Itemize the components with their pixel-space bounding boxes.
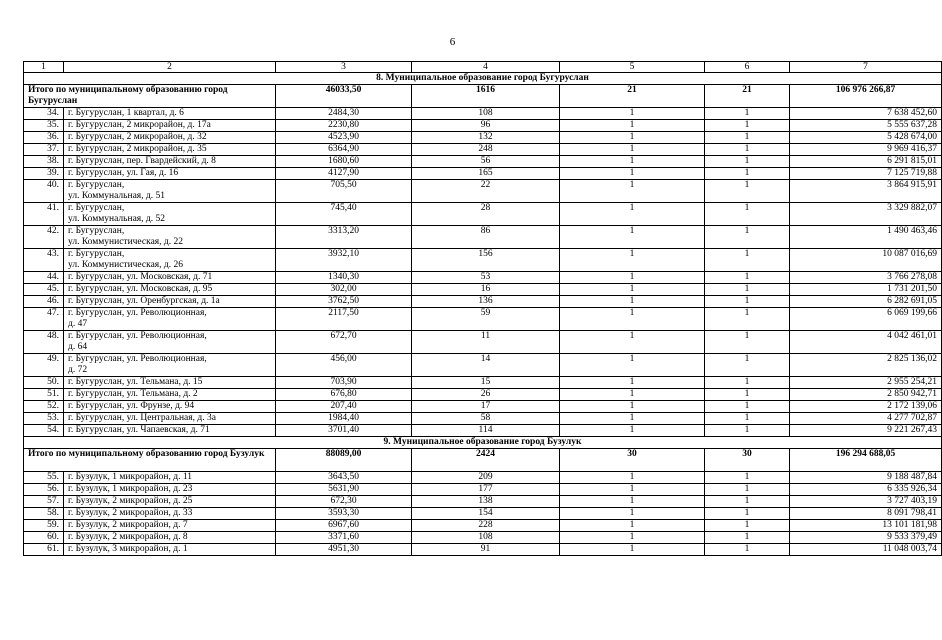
total-label: Итого по муниципальному образованию город Бузулук (24, 449, 276, 472)
row-area: 4951,30 (276, 544, 412, 556)
row-count-a: 1 (560, 132, 705, 144)
row-residents: 28 (412, 203, 560, 226)
row-area: 456,00 (276, 354, 412, 377)
row-count-b: 1 (705, 377, 790, 389)
row-cost: 3 766 278,08 (790, 272, 942, 284)
table-body (24, 62, 942, 556)
row-count-b: 1 (705, 108, 790, 120)
row-number: 37. (24, 144, 64, 156)
row-count-b: 1 (705, 203, 790, 226)
row-cost: 7 638 452,60 (790, 108, 942, 120)
row-number: 35. (24, 120, 64, 132)
table-row (24, 249, 942, 272)
row-number: 49. (24, 354, 64, 377)
column-number: 6 (705, 62, 790, 73)
row-count-b: 1 (705, 508, 790, 520)
row-residents: 136 (412, 296, 560, 308)
total-cost: 106 976 266,87 (790, 85, 942, 108)
row-residents: 114 (412, 425, 560, 437)
column-number-row (24, 62, 942, 73)
row-number: 46. (24, 296, 64, 308)
column-number: 4 (412, 62, 560, 73)
table-row (24, 308, 942, 331)
row-count-b: 1 (705, 168, 790, 180)
row-cost: 6 069 199,66 (790, 308, 942, 331)
row-address: г. Бугуруслан, ул. Революционная, д. 47 (64, 308, 276, 331)
total-row (24, 449, 942, 472)
row-cost: 4 042 461,01 (790, 331, 942, 354)
row-address: г. Бугуруслан, ул. Московская, д. 95 (64, 284, 276, 296)
row-residents: 17 (412, 401, 560, 413)
row-area: 705,50 (276, 180, 412, 203)
table-row (24, 425, 942, 437)
row-number: 52. (24, 401, 64, 413)
row-count-a: 1 (560, 296, 705, 308)
row-count-a: 1 (560, 496, 705, 508)
row-number: 38. (24, 156, 64, 168)
row-count-b: 1 (705, 331, 790, 354)
row-address: г. Бугуруслан, 2 микрорайон, д. 17а (64, 120, 276, 132)
row-count-b: 1 (705, 532, 790, 544)
row-count-a: 1 (560, 272, 705, 284)
row-residents: 15 (412, 377, 560, 389)
row-cost: 9 969 416,37 (790, 144, 942, 156)
row-number: 54. (24, 425, 64, 437)
row-cost: 7 125 719,88 (790, 168, 942, 180)
row-number: 34. (24, 108, 64, 120)
total-residents: 2424 (412, 449, 560, 472)
column-number: 1 (24, 62, 64, 73)
row-count-a: 1 (560, 508, 705, 520)
table-row (24, 180, 942, 203)
row-area: 3762,50 (276, 296, 412, 308)
row-area: 3313,20 (276, 226, 412, 249)
row-number: 60. (24, 532, 64, 544)
page-number: 6 (449, 36, 456, 48)
row-address: г. Бузулук, 2 микрорайон, д. 33 (64, 508, 276, 520)
row-number: 40. (24, 180, 64, 203)
row-count-a: 1 (560, 413, 705, 425)
row-area: 2484,30 (276, 108, 412, 120)
row-count-a: 1 (560, 144, 705, 156)
row-address: г. Бугуруслан, ул. Коммунальная, д. 52 (64, 203, 276, 226)
row-residents: 177 (412, 484, 560, 496)
row-area: 302,00 (276, 284, 412, 296)
row-residents: 91 (412, 544, 560, 556)
row-area: 1984,40 (276, 413, 412, 425)
section-title: 9. Муниципальное образование город Бузулук (24, 437, 942, 449)
row-count-b: 1 (705, 308, 790, 331)
row-area: 3932,10 (276, 249, 412, 272)
row-count-a: 1 (560, 308, 705, 331)
table-row (24, 532, 942, 544)
row-cost: 6 282 691,05 (790, 296, 942, 308)
row-residents: 22 (412, 180, 560, 203)
row-count-a: 1 (560, 108, 705, 120)
row-address: г. Бугуруслан, ул. Тельмана, д. 15 (64, 377, 276, 389)
table-row (24, 226, 942, 249)
row-number: 44. (24, 272, 64, 284)
row-count-a: 1 (560, 354, 705, 377)
row-area: 3593,30 (276, 508, 412, 520)
total-cost: 196 294 688,05 (790, 449, 942, 472)
row-cost: 10 087 016,69 (790, 249, 942, 272)
table-row (24, 203, 942, 226)
row-cost: 6 291 815,01 (790, 156, 942, 168)
row-area: 4523,90 (276, 132, 412, 144)
row-count-a: 1 (560, 520, 705, 532)
row-cost: 13 101 181,98 (790, 520, 942, 532)
row-address: г. Бугуруслан, ул. Московская, д. 71 (64, 272, 276, 284)
row-area: 3701,40 (276, 425, 412, 437)
row-count-a: 1 (560, 203, 705, 226)
row-count-b: 1 (705, 484, 790, 496)
section-title: 8. Муниципальное образование город Бугуруслан (24, 73, 942, 85)
row-area: 3371,60 (276, 532, 412, 544)
row-number: 39. (24, 168, 64, 180)
row-number: 59. (24, 520, 64, 532)
row-count-b: 1 (705, 544, 790, 556)
row-cost: 11 048 003,74 (790, 544, 942, 556)
table-row (24, 120, 942, 132)
row-number: 57. (24, 496, 64, 508)
row-address: г. Бугуруслан, ул. Чапаевская, д. 71 (64, 425, 276, 437)
row-count-b: 1 (705, 425, 790, 437)
row-area: 6364,90 (276, 144, 412, 156)
row-address: г. Бузулук, 1 микрорайон, д. 11 (64, 472, 276, 484)
row-count-b: 1 (705, 120, 790, 132)
row-residents: 59 (412, 308, 560, 331)
table-row (24, 354, 942, 377)
total-count-b: 21 (705, 85, 790, 108)
row-number: 53. (24, 413, 64, 425)
row-area: 676,80 (276, 389, 412, 401)
row-count-b: 1 (705, 520, 790, 532)
row-address: г. Бузулук, 2 микрорайон, д. 8 (64, 532, 276, 544)
table-row (24, 132, 942, 144)
row-number: 51. (24, 389, 64, 401)
row-count-b: 1 (705, 472, 790, 484)
column-number: 7 (790, 62, 942, 73)
total-count-a: 30 (560, 449, 705, 472)
row-address: г. Бузулук, 2 микрорайон, д. 25 (64, 496, 276, 508)
row-residents: 58 (412, 413, 560, 425)
row-area: 3643,50 (276, 472, 412, 484)
row-number: 61. (24, 544, 64, 556)
row-count-a: 1 (560, 532, 705, 544)
section-header-row (24, 73, 942, 85)
row-number: 42. (24, 226, 64, 249)
row-count-a: 1 (560, 168, 705, 180)
row-address: г. Бузулук, 3 микрорайон, д. 1 (64, 544, 276, 556)
row-count-a: 1 (560, 389, 705, 401)
row-area: 745,40 (276, 203, 412, 226)
row-count-b: 1 (705, 296, 790, 308)
row-residents: 156 (412, 249, 560, 272)
total-area: 88089,00 (276, 449, 412, 472)
section-header-row (24, 437, 942, 449)
row-count-a: 1 (560, 180, 705, 203)
row-residents: 248 (412, 144, 560, 156)
column-number: 3 (276, 62, 412, 73)
total-label: Итого по муниципальному образованию город Бугуруслан (24, 85, 276, 108)
row-area: 672,30 (276, 496, 412, 508)
row-count-a: 1 (560, 249, 705, 272)
row-number: 50. (24, 377, 64, 389)
row-count-a: 1 (560, 472, 705, 484)
row-area: 6967,60 (276, 520, 412, 532)
row-cost: 3 864 915,91 (790, 180, 942, 203)
row-residents: 108 (412, 532, 560, 544)
table-row (24, 484, 942, 496)
row-count-b: 1 (705, 413, 790, 425)
row-residents: 53 (412, 272, 560, 284)
row-cost: 1 490 463,46 (790, 226, 942, 249)
row-count-a: 1 (560, 284, 705, 296)
row-address: г. Бугуруслан, ул. Революционная, д. 64 (64, 331, 276, 354)
row-cost: 3 329 882,07 (790, 203, 942, 226)
row-count-a: 1 (560, 120, 705, 132)
row-residents: 228 (412, 520, 560, 532)
row-count-a: 1 (560, 377, 705, 389)
row-number: 55. (24, 472, 64, 484)
table-row (24, 377, 942, 389)
table-row (24, 144, 942, 156)
row-address: г. Бугуруслан, ул. Коммунистическая, д. 26 (64, 249, 276, 272)
row-address: г. Бугуруслан, 2 микрорайон, д. 35 (64, 144, 276, 156)
row-area: 1680,60 (276, 156, 412, 168)
row-address: г. Бугуруслан, 1 квартал, д. 6 (64, 108, 276, 120)
column-number: 5 (560, 62, 705, 73)
row-residents: 165 (412, 168, 560, 180)
row-count-a: 1 (560, 401, 705, 413)
row-residents: 16 (412, 284, 560, 296)
table-row (24, 168, 942, 180)
row-cost: 2 825 136,02 (790, 354, 942, 377)
row-number: 41. (24, 203, 64, 226)
row-count-a: 1 (560, 484, 705, 496)
table-row (24, 472, 942, 484)
row-count-b: 1 (705, 249, 790, 272)
total-area: 46033,50 (276, 85, 412, 108)
row-cost: 1 731 201,50 (790, 284, 942, 296)
row-cost: 5 555 637,28 (790, 120, 942, 132)
row-address: г. Бузулук, 2 микрорайон, д. 7 (64, 520, 276, 532)
row-count-b: 1 (705, 496, 790, 508)
row-count-b: 1 (705, 284, 790, 296)
total-row (24, 85, 942, 108)
row-area: 2117,50 (276, 308, 412, 331)
row-area: 2230,80 (276, 120, 412, 132)
row-count-b: 1 (705, 144, 790, 156)
row-residents: 86 (412, 226, 560, 249)
row-residents: 56 (412, 156, 560, 168)
row-cost: 2 850 942,71 (790, 389, 942, 401)
row-number: 56. (24, 484, 64, 496)
row-address: г. Бугуруслан, ул. Фрунзе, д. 94 (64, 401, 276, 413)
row-area: 4127,90 (276, 168, 412, 180)
row-address: г. Бузулук, 1 микрорайон, д. 23 (64, 484, 276, 496)
row-residents: 11 (412, 331, 560, 354)
row-residents: 209 (412, 472, 560, 484)
table-row (24, 496, 942, 508)
row-count-b: 1 (705, 401, 790, 413)
row-cost: 3 727 403,19 (790, 496, 942, 508)
table-row (24, 520, 942, 532)
row-area: 1340,30 (276, 272, 412, 284)
row-number: 43. (24, 249, 64, 272)
row-count-b: 1 (705, 272, 790, 284)
table-row (24, 108, 942, 120)
total-count-b: 30 (705, 449, 790, 472)
row-residents: 108 (412, 108, 560, 120)
row-cost: 9 188 487,84 (790, 472, 942, 484)
table-row (24, 413, 942, 425)
row-count-a: 1 (560, 156, 705, 168)
row-cost: 5 428 674,00 (790, 132, 942, 144)
row-address: г. Бугуруслан, 2 микрорайон, д. 32 (64, 132, 276, 144)
column-number: 2 (64, 62, 276, 73)
data-table (23, 61, 942, 556)
row-address: г. Бугуруслан, ул. Коммунистическая, д. 22 (64, 226, 276, 249)
row-residents: 96 (412, 120, 560, 132)
row-address: г. Бугуруслан, ул. Центральная, д. 3а (64, 413, 276, 425)
row-address: г. Бугуруслан, ул. Тельмана, д. 2 (64, 389, 276, 401)
row-count-b: 1 (705, 180, 790, 203)
row-count-a: 1 (560, 331, 705, 354)
row-count-b: 1 (705, 156, 790, 168)
row-residents: 14 (412, 354, 560, 377)
row-area: 5631,90 (276, 484, 412, 496)
row-count-b: 1 (705, 389, 790, 401)
table-row (24, 389, 942, 401)
row-count-b: 1 (705, 226, 790, 249)
table-row (24, 544, 942, 556)
row-number: 36. (24, 132, 64, 144)
row-address: г. Бугуруслан, пер. Гвардейский, д. 8 (64, 156, 276, 168)
row-address: г. Бугуруслан, ул. Революционная, д. 72 (64, 354, 276, 377)
row-count-a: 1 (560, 226, 705, 249)
row-number: 48. (24, 331, 64, 354)
total-residents: 1616 (412, 85, 560, 108)
row-number: 45. (24, 284, 64, 296)
total-count-a: 21 (560, 85, 705, 108)
row-cost: 6 335 926,34 (790, 484, 942, 496)
table-row (24, 508, 942, 520)
row-number: 58. (24, 508, 64, 520)
row-residents: 132 (412, 132, 560, 144)
table-row (24, 272, 942, 284)
row-address: г. Бугуруслан, ул. Коммунальная, д. 51 (64, 180, 276, 203)
row-cost: 2 955 254,21 (790, 377, 942, 389)
row-cost: 2 172 139,06 (790, 401, 942, 413)
row-area: 207,40 (276, 401, 412, 413)
table-row (24, 401, 942, 413)
row-cost: 9 533 379,49 (790, 532, 942, 544)
row-cost: 9 221 267,43 (790, 425, 942, 437)
row-address: г. Бугуруслан, ул. Гая, д. 16 (64, 168, 276, 180)
table-row (24, 156, 942, 168)
row-residents: 26 (412, 389, 560, 401)
row-count-b: 1 (705, 132, 790, 144)
row-cost: 8 091 798,41 (790, 508, 942, 520)
row-residents: 138 (412, 496, 560, 508)
row-count-b: 1 (705, 354, 790, 377)
row-count-a: 1 (560, 544, 705, 556)
row-count-a: 1 (560, 425, 705, 437)
table-row (24, 284, 942, 296)
row-area: 672,70 (276, 331, 412, 354)
table-row (24, 331, 942, 354)
row-area: 703,90 (276, 377, 412, 389)
row-address: г. Бугуруслан, ул. Оренбургская, д. 1а (64, 296, 276, 308)
table-row (24, 296, 942, 308)
row-number: 47. (24, 308, 64, 331)
row-cost: 4 277 702,87 (790, 413, 942, 425)
row-residents: 154 (412, 508, 560, 520)
